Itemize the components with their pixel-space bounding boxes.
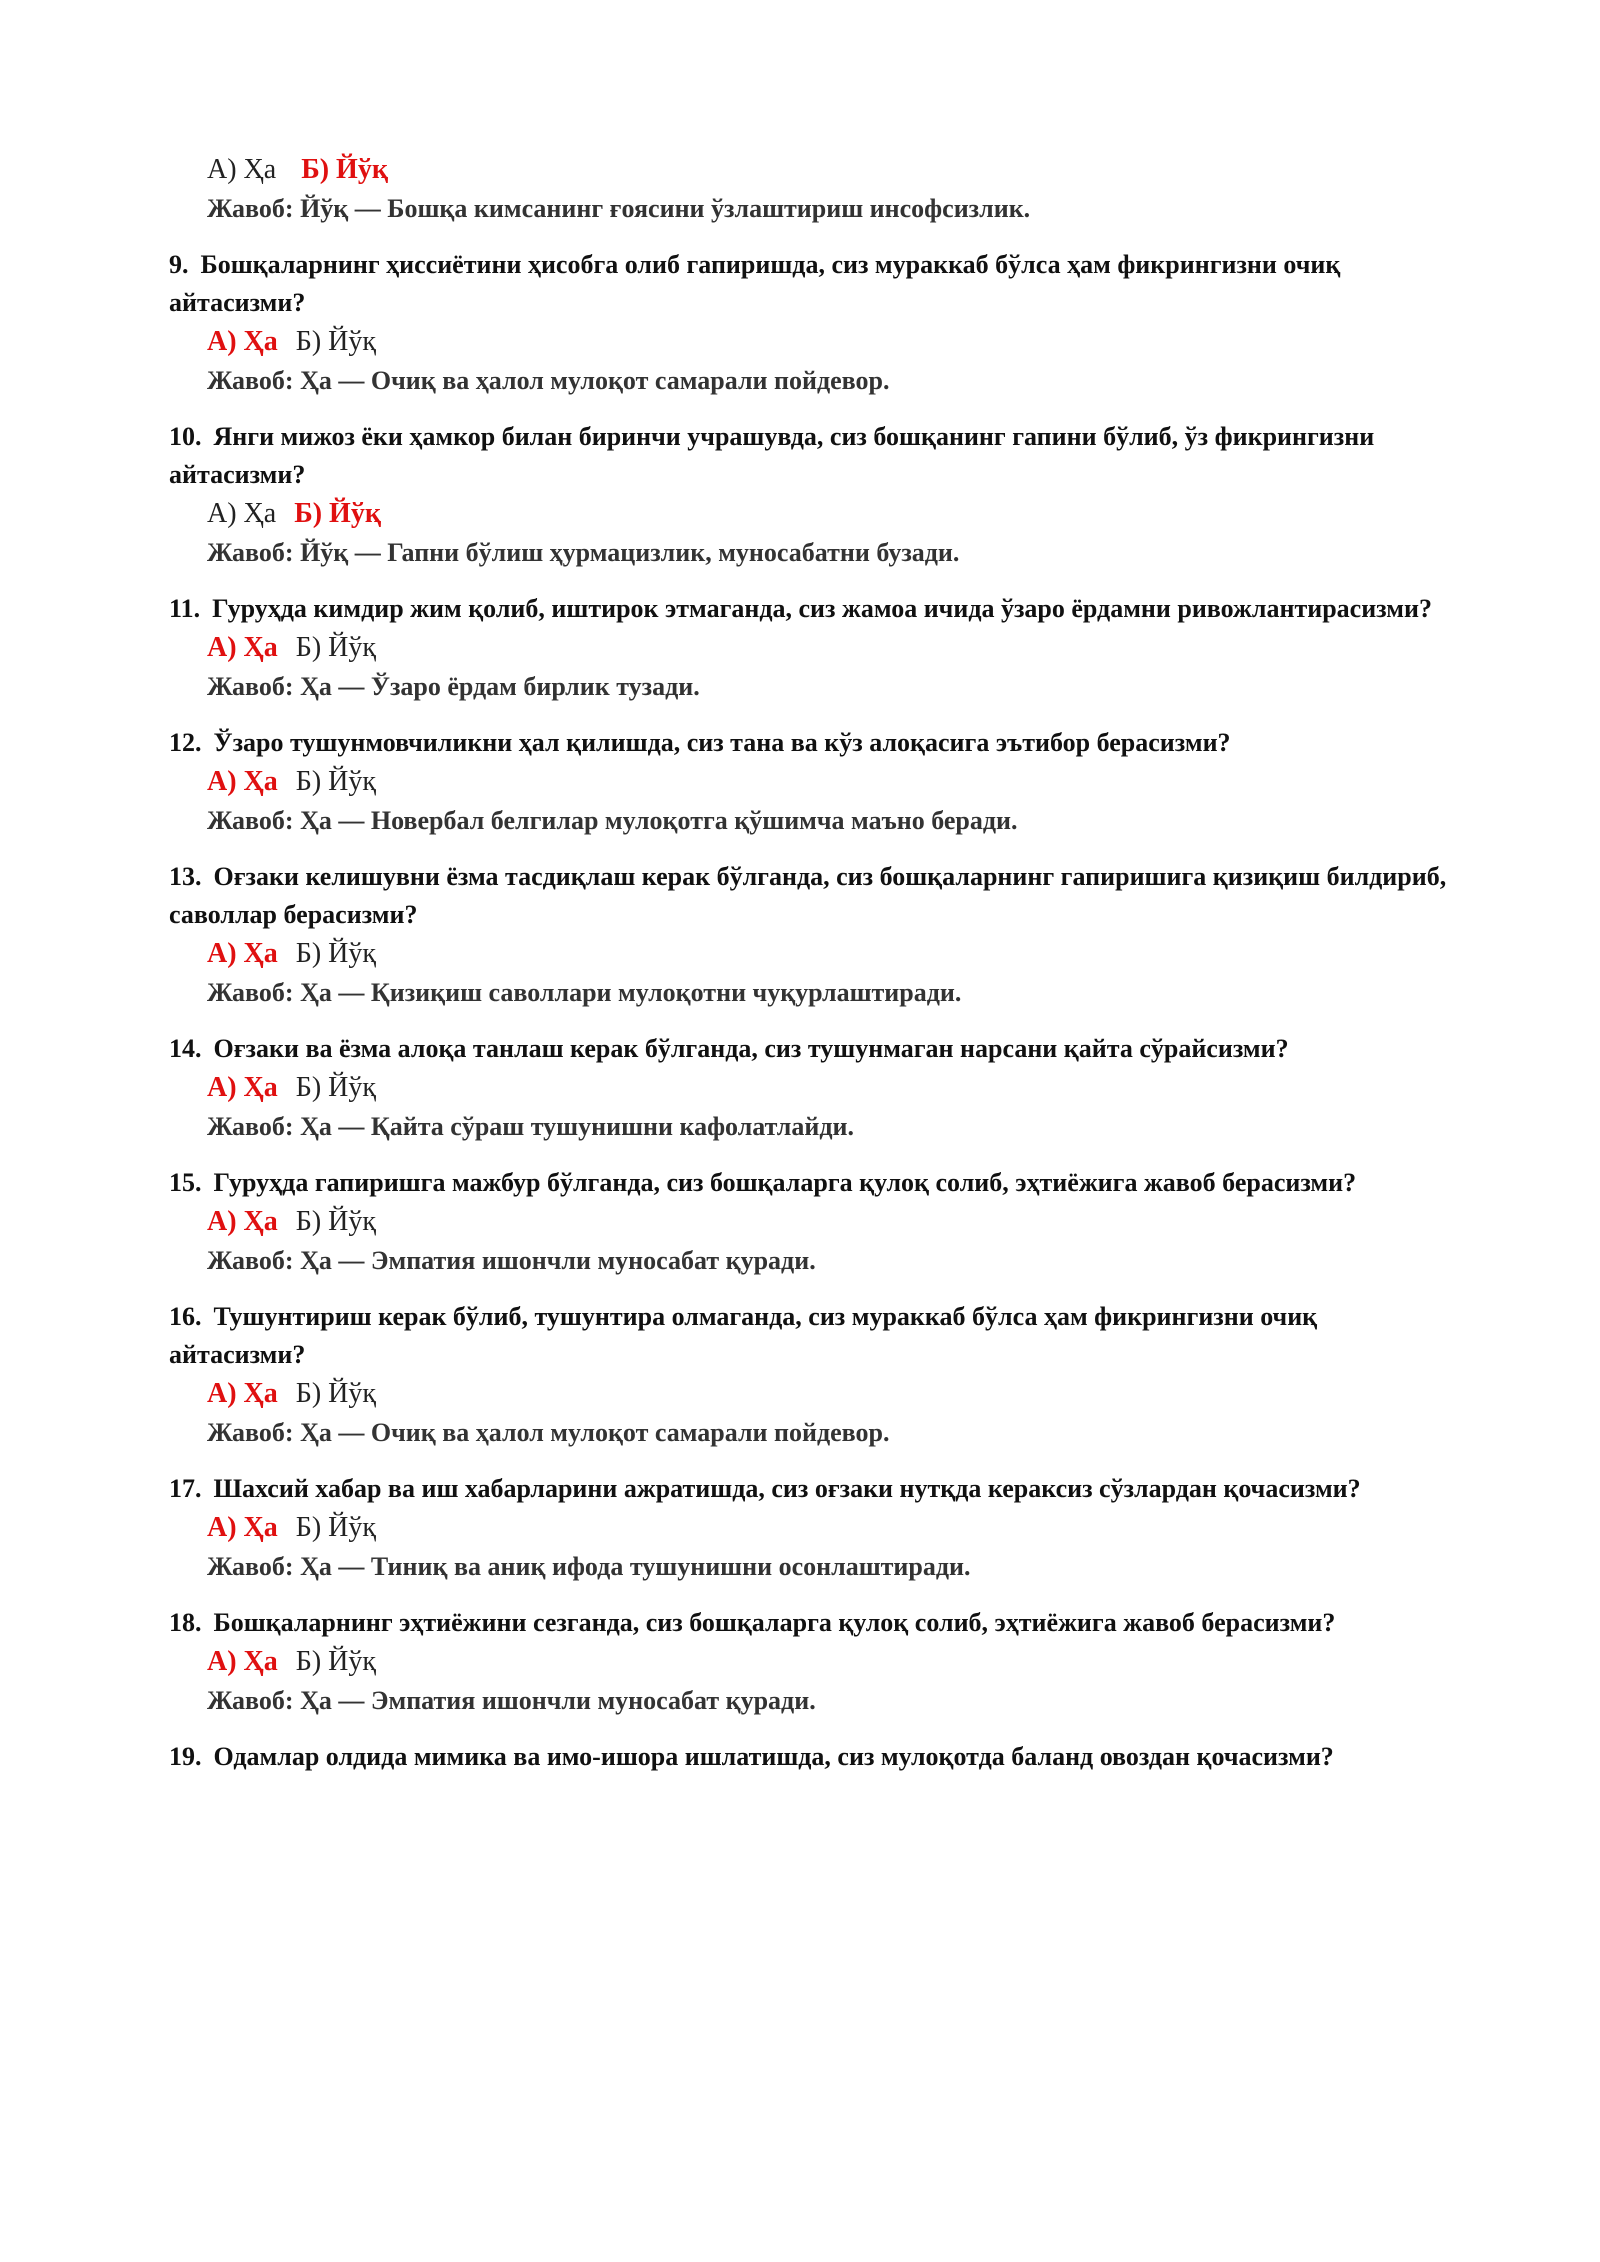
options-row	[207, 150, 1459, 190]
option-selected: А) Ҳа	[207, 1512, 278, 1543]
options-row	[207, 762, 1459, 802]
options-row	[207, 1068, 1459, 1108]
question-text	[169, 1470, 1459, 1508]
answer-text: Жавоб: Ҳа — Қайта сўраш тушунишни кафолатлайди.	[207, 1112, 854, 1141]
option-selected: А) Ҳа	[207, 1378, 278, 1409]
options-row	[207, 1642, 1459, 1682]
document-content	[169, 150, 1459, 1776]
question-block	[169, 1738, 1459, 1776]
option: Б) Йўқ	[295, 938, 376, 969]
answer-text: Жавоб: Йўқ — Гапни бўлиш ҳурмацизлик, муносабатни бузади.	[207, 538, 960, 567]
option: Б) Йўқ	[295, 1512, 376, 1543]
answer-text: Жавоб: Ҳа — Новербал белгилар мулоқотга қўшимча маъно беради.	[207, 806, 1018, 835]
answer-text: Жавоб: Ҳа — Қизиқиш саволлари мулоқотни чуқурлаштиради.	[207, 978, 962, 1007]
question-block	[169, 858, 1459, 1010]
question-body: Бошқаларнинг ҳиссиётини ҳисобга олиб гапиришда, сиз мураккаб бўлса ҳам фикрингизни очиқ айтасизми?	[169, 250, 1341, 317]
option: Б) Йўқ	[295, 326, 376, 357]
question-number: 10.	[169, 422, 202, 451]
question-text	[169, 724, 1459, 762]
question-number: 13.	[169, 862, 202, 891]
answer-text: Жавоб: Ҳа — Ўзаро ёрдам бирлик тузади.	[207, 672, 700, 701]
question-text	[169, 1604, 1459, 1642]
question-block	[169, 246, 1459, 398]
option-selected: Б) Йўқ	[294, 498, 381, 529]
question-block	[169, 1604, 1459, 1718]
option-a: А) Ҳа	[207, 154, 277, 185]
question-body: Гуруҳда гапиришга мажбур бўлганда, сиз бошқаларга қулоқ солиб, эҳтиёжига жавоб берасизми?	[213, 1168, 1357, 1197]
question-list	[169, 246, 1459, 1776]
options-row	[207, 628, 1459, 668]
options-row	[207, 1202, 1459, 1242]
option-selected: А) Ҳа	[207, 938, 278, 969]
answer-text: Жавоб: Ҳа — Очиқ ва ҳалол мулоқот самарали пойдевор.	[207, 366, 890, 395]
question-block	[169, 1030, 1459, 1144]
question-text	[169, 1738, 1459, 1776]
question-text	[169, 1298, 1459, 1374]
question-number: 11.	[169, 594, 201, 623]
question-body: Ўзаро тушунмовчиликни ҳал қилишда, сиз тана ва кўз алоқасига эътибор берасизми?	[213, 728, 1231, 757]
question-number: 14.	[169, 1034, 202, 1063]
question-body: Гуруҳда кимдир жим қолиб, иштирок этмаганда, сиз жамоа ичида ўзаро ёрдамни ривожлантирасизми?	[212, 594, 1432, 623]
question-block	[169, 590, 1459, 704]
question-block	[169, 724, 1459, 838]
question-body: Одамлар олдида мимика ва имо-ишора ишлатишда, сиз мулоқотда баланд овоздан қочасизми?	[213, 1742, 1334, 1771]
question-block	[169, 1470, 1459, 1584]
options-row	[207, 1374, 1459, 1414]
question-block	[169, 418, 1459, 570]
question-block-8	[169, 150, 1459, 226]
question-number: 12.	[169, 728, 202, 757]
question-body: Янги мижоз ёки ҳамкор билан биринчи учрашувда, сиз бошқанинг гапини бўлиб, ўз фикрингизни айтасизми?	[169, 422, 1375, 489]
option-selected: А) Ҳа	[207, 1646, 278, 1677]
question-body: Оғзаки келишувни ёзма тасдиқлаш керак бўлганда, сиз бошқаларнинг гапиришига қизиқиш билдириб, саволлар берасизми?	[169, 862, 1447, 929]
question-block	[169, 1164, 1459, 1278]
option-selected: А) Ҳа	[207, 766, 278, 797]
option: Б) Йўқ	[295, 632, 376, 663]
answer-text: Жавоб: Ҳа — Эмпатия ишончли муносабат қуради.	[207, 1246, 816, 1275]
option: Б) Йўқ	[295, 1072, 376, 1103]
option: Б) Йўқ	[295, 1378, 376, 1409]
question-body: Тушунтириш керак бўлиб, тушунтира олмаганда, сиз мураккаб бўлса ҳам фикрингизни очиқ айтасизми?	[169, 1302, 1318, 1369]
question-number: 18.	[169, 1608, 202, 1637]
options-row	[207, 322, 1459, 362]
option-selected: А) Ҳа	[207, 632, 278, 663]
question-number: 9.	[169, 250, 189, 279]
answer-text: Жавоб: Йўқ — Бошқа кимсанинг ғоясини ўзлаштириш инсофсизлик.	[207, 194, 1031, 223]
answer-text: Жавоб: Ҳа — Тиниқ ва аниқ ифода тушунишни осонлаштиради.	[207, 1552, 971, 1581]
question-text	[169, 246, 1459, 322]
option-b-selected: Б) Йўқ	[301, 154, 388, 185]
option-selected: А) Ҳа	[207, 1206, 278, 1237]
options-row	[207, 494, 1459, 534]
answer-text: Жавоб: Ҳа — Эмпатия ишончли муносабат қуради.	[207, 1686, 816, 1715]
question-number: 16.	[169, 1302, 202, 1331]
question-number: 17.	[169, 1474, 202, 1503]
question-body: Шахсий хабар ва иш хабарларини ажратишда, сиз оғзаки нутқда кераксиз сўзлардан қочасизми?	[213, 1474, 1361, 1503]
option-selected: А) Ҳа	[207, 1072, 278, 1103]
question-number: 15.	[169, 1168, 202, 1197]
option: Б) Йўқ	[295, 1206, 376, 1237]
question-number: 19.	[169, 1742, 202, 1771]
option-selected: А) Ҳа	[207, 326, 278, 357]
question-body: Оғзаки ва ёзма алоқа танлаш керак бўлганда, сиз тушунмаган нарсани қайта сўрайсизми?	[213, 1034, 1289, 1063]
question-text	[169, 858, 1459, 934]
question-text	[169, 1164, 1459, 1202]
options-row	[207, 1508, 1459, 1548]
answer-text: Жавоб: Ҳа — Очиқ ва ҳалол мулоқот самарали пойдевор.	[207, 1418, 890, 1447]
option: Б) Йўқ	[295, 766, 376, 797]
options-row	[207, 934, 1459, 974]
question-body: Бошқаларнинг эҳтиёжини сезганда, сиз бошқаларга қулоқ солиб, эҳтиёжига жавоб берасизми?	[213, 1608, 1336, 1637]
option: А) Ҳа	[207, 498, 277, 529]
question-text	[169, 418, 1459, 494]
question-block	[169, 1298, 1459, 1450]
question-text	[169, 590, 1459, 628]
option: Б) Йўқ	[295, 1646, 376, 1677]
question-text	[169, 1030, 1459, 1068]
